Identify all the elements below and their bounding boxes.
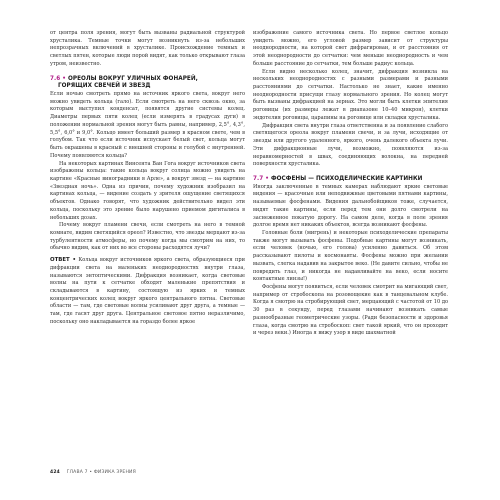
left-column [50,30,245,327]
running-head: ГЛАВА 7 • ФИЗИКА ЗРЕНИЯ [66,470,136,475]
paragraph: Почему вокруг пламени свечи, если смотреть на него в темной комнате, видим светящийся ореол? Известно, что звезды мерцают из-за турбулентности атмосферы, но почему когда мы смотрим на них, то обычно видим, как от них во все стороны расходятся лучи? [50,222,245,252]
section-title-line: ОРЕОЛЫ ВОКРУГ УЛИЧНЫХ ФОНАРЕЙ, [67,75,198,82]
paragraph: Если видно несколько колец, значит, дифракция возникла на нескольких неоднородностях с разными размерами и разными расстояниями до сетчатки. Настолько не знает, какие именно неоднородности присущи глазу нормального зрения. Но колец могут быть вызваны дифракцией на зернах. Это могли быть клетки эпителия роговицы (их размеры лежат в диапазоне 10–40 микрон), клетки эндотелия роговицы, царапины на роговице или складки хрусталика. [253,68,448,121]
section-title-line: ГОРЯЩИХ СВЕЧЕЙ И ЗВЕЗД [58,83,151,90]
section-heading [253,176,448,184]
page-number: 424 [50,470,60,475]
paragraph: Фосфены могут появиться, если человек смотрит на мигающий свет, например от стробоскопа на розовощекие как в танцевальном клубе. Когда я смотрю на стробирующий свет, мерцающий с частотой от 10 до 30 раз в секунду, перед глазами начинают возникать самые разнообразные геометрические узоры. (Ради безопасности и здоровья глаза, когда смотрю на стробоскоп: свет такой яркий, что он проходит и через веки.) Иногда я вижу узор в виде шахматной [253,284,448,337]
answer-paragraph [50,257,245,326]
right-column [253,30,448,338]
paragraph: изображение самого источника света. Но первое светлое кольцо увидеть можно, его угловой размер зависит от структуры неоднородности, на которой свет дифрагирован, и от расстояния от этой неоднородности до сетчатки: чем меньше неоднородность и чем больше расстояние до сетчатки, тем больше радиус кольца. [253,30,448,67]
paragraph: На некоторых картинах Винсента Ван Гога вокруг источников света изображены кольца: такие кольца вокруг солнца можно увидеть на картине «Красные виноградники в Арле», а вокруг звезд — на картине «Звездная ночь». Одна из причин, почему художник изобразил на картинах кольца, — видение создать у зрителя ощущение светящихся объектов. Однако говорят, что художник действительно видел эти кольца, поскольку это зрение было нарушено приемом дигиталиса в небольших дозах. [50,160,245,221]
answer-text: Кольца вокруг источников яркого света, образующиеся при дифракции света на маленьких неоднородностях внутри глаза, называются энтоптическими. Дифракция возникает, когда световые волны на пути к сетчатке обходят маленькие препятствия и складываются в картину, состоящую из ярких и темных концентрических колец вокруг яркого центрального пятна. Световые области — там, где световые волны усиливают друг друга, а темные — там, где гасят друг друга. Центральное световое пятно неразличимо, поскольку оно накладывается на гораздо более яркое [50,257,245,325]
paragraph: Дифракция света внутри глаза ответственна и за появление слабого светящегося ореола вокруг пламени свечи, и за лучи, исходящие от звезды или другого удаленного, яркого, очень далекого объекта лучи. Эти дифракционные лучи, возможно, появляются из-за неравномерностей в швах, соединяющих волокна, на передней поверхности хрусталика. [253,122,448,168]
section-number: 7.7 • [253,175,269,182]
section-heading [50,76,245,91]
paragraph: от центра поля зрения, могут быть вызваны радиальной структурой хрусталика. Темные точки могут возникнуть из-за небольших непрозрачных включений в хрусталике. Происхождение темных и светлых пятен, которые люди порой видят, как только открывают глаза утром, неизвестно. [50,30,245,67]
paragraph: Иногда заключенные в темных камерах наблюдают яркие световые видения — красочные или неподвижные цветовыми пятнами картины, называемые фосфенами. Видения дальнобойщиков тоже, случается, видят такие картины, если перед тем они долго смотрели на заснеженное покатую дорогу. На самом деле, когда в поле зрения долгое время нет никаких объектов, всегда возникают фосфены. [253,183,448,229]
answer-label: ОТВЕТ • [50,257,76,264]
paragraph: Головные боли (мигрень) и некоторые психоделические препараты также могут вызывать фосфены. Подобные картины могут возникать, если человек (ночью, его голова) усиленно давиться. Об этом рассказывают пилоты и космонавты. Фосфены можно при желании вызвать, слегка надавив на закрытое веко. (Не давите сильно, чтобы не повредить глаз, и никогда не надавливайте на веко, если носите контактные линзы!) [253,229,448,283]
page-footer [50,470,136,475]
section-title-line: ФОСФЕНЫ — ПСИХОДЕЛИЧЕСКИЕ КАРТИНКИ [270,175,423,182]
section-number: 7.6 • [50,75,66,82]
paragraph: Если ночью смотреть прямо на источник яркого света, вокруг него можно увидеть кольца (гало). Если смотреть на него сквозь окно, за которым выступил конденсат, появятся другие системы колец. Диаметры первых пяти колец (если измерять в градусах дуги) в положении нормальной зрения могут быть равны, например, 2,5°, 4,3°, 5,5°, 6,0° и 9,0°. Кольцо имеет больший размер в красном свете, чем в голубом. Так что если источник испускает белый свет, кольца могут быть окрашены в красный с внешней стороны и голубой с внутренней. Почему появляются кольца? [50,91,245,159]
